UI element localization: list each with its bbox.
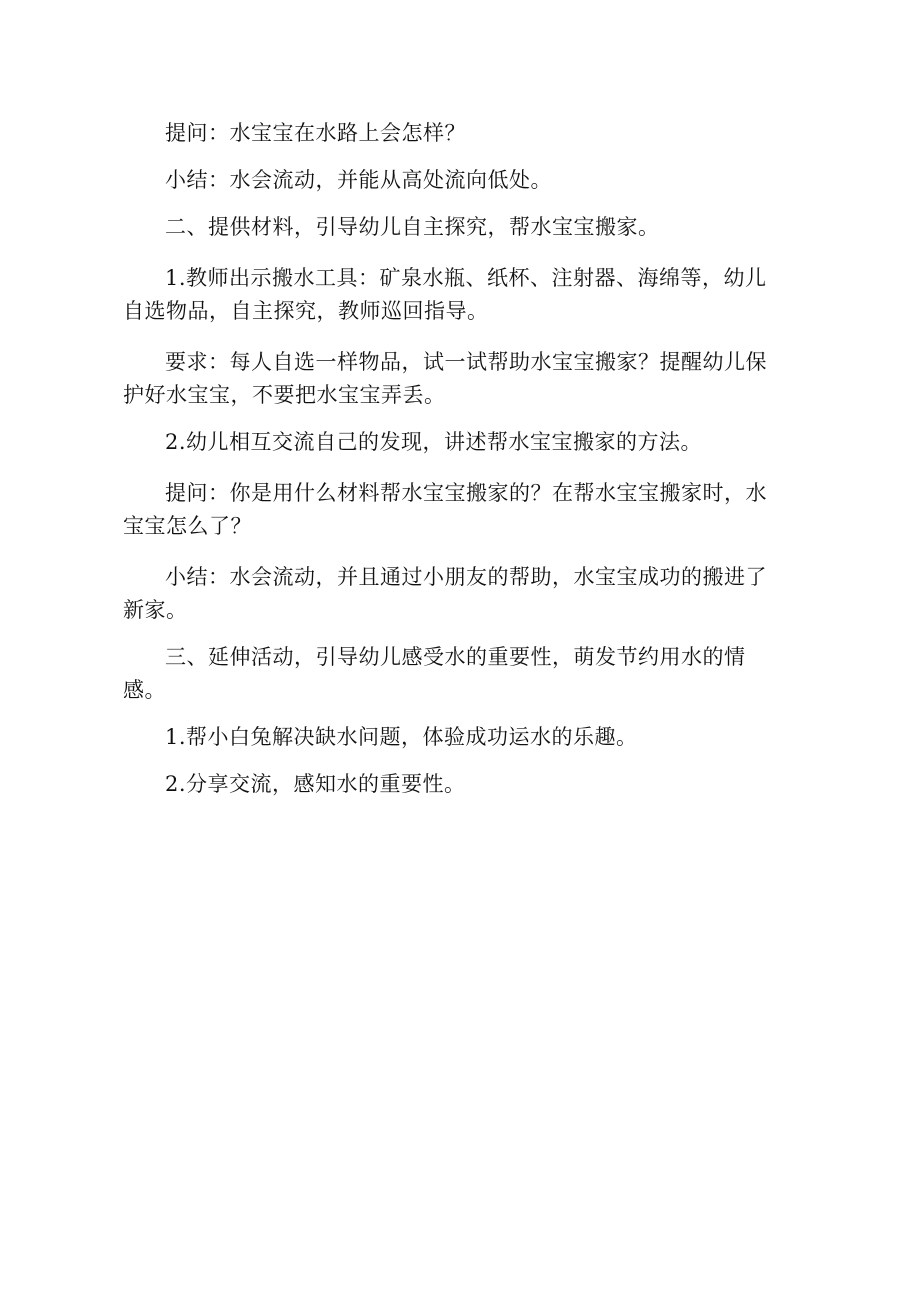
summary-paragraph: 小结：水会流动，并能从高处流向低处。	[165, 168, 552, 192]
step-paragraph: 1.帮小白兔解决缺水问题，体验成功运水的乐趣。	[165, 725, 638, 749]
section-heading-three: 三、延伸活动，引导幼儿感受水的重要性，萌发节约用水的情感。	[123, 645, 746, 702]
step-paragraph: 1.教师出示搬水工具：矿泉水瓶、纸杯、注射器、海绵等，幼儿 自选物品，自主探究，教师巡回指导。	[123, 266, 767, 323]
section-heading-two: 二、提供材料，引导幼儿自主探究，帮水宝宝搬家。	[165, 215, 660, 239]
document-body	[123, 117, 778, 801]
step-paragraph: 2.分享交流，感知水的重要性。	[165, 772, 466, 796]
question-paragraph: 提问：水宝宝在水路上会怎样？	[165, 121, 466, 145]
question-paragraph: 提问：你是用什么材料帮水宝宝搬家的？在帮水宝宝搬家时，水 宝宝怎么了？	[123, 481, 767, 538]
step-paragraph: 2.幼儿相互交流自己的发现，讲述帮水宝宝搬家的方法。	[165, 430, 703, 454]
requirement-paragraph: 要求：每人自选一样物品，试一试帮助水宝宝搬家？提醒幼儿保 护好水宝宝，不要把水宝宝弄丢。	[123, 350, 767, 407]
summary-paragraph: 小结：水会流动，并且通过小朋友的帮助，水宝宝成功的搬进了 新家。	[123, 565, 767, 622]
